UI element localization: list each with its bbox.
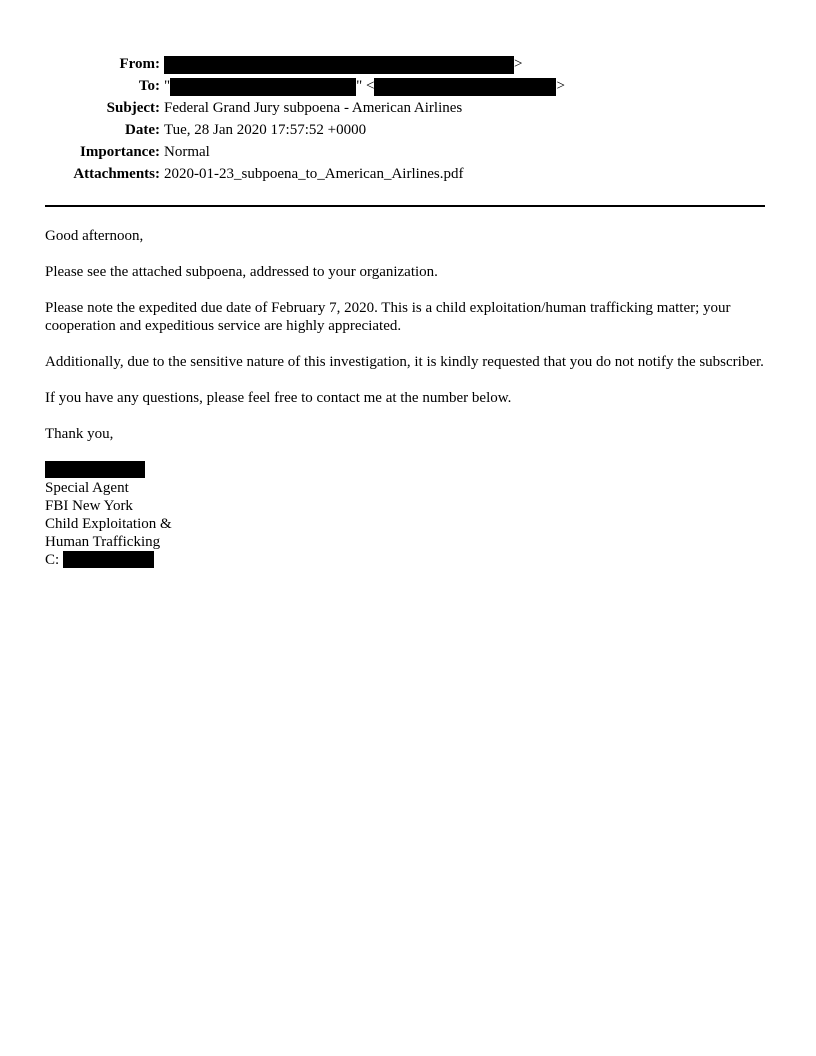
to-row — [0, 75, 816, 97]
subject-row — [0, 97, 816, 119]
attachments-row — [0, 163, 816, 185]
signature-unit-line: Human Trafficking — [45, 534, 161, 550]
importance-row — [0, 141, 816, 163]
email-headers — [0, 53, 816, 185]
importance-label: Importance: — [80, 144, 160, 160]
body-paragraph: Please see the attached subpoena, addressed to your organization. — [45, 264, 438, 280]
to-suffix: > — [556, 78, 565, 94]
from-suffix: > — [514, 56, 523, 72]
header-divider — [45, 205, 765, 207]
redaction-box — [63, 551, 154, 568]
redaction-box — [170, 78, 356, 96]
from-row — [0, 53, 816, 75]
signature-title: Special Agent — [45, 480, 129, 496]
to-open-quote: " — [164, 78, 171, 94]
date-value: Tue, 28 Jan 2020 17:57:52 +0000 — [164, 122, 367, 138]
attachment-link[interactable]: 2020-01-23_subpoena_to_American_Airlines.pdf — [164, 166, 464, 182]
signature-block — [45, 461, 765, 569]
attachments-label: Attachments: — [73, 166, 160, 182]
closing: Thank you, — [45, 426, 114, 442]
signature-unit-line: Child Exploitation & — [45, 516, 172, 532]
signature-office: FBI New York — [45, 498, 133, 514]
body-paragraph: If you have any questions, please feel free to contact me at the number below. — [45, 390, 512, 406]
email-body — [45, 227, 765, 569]
redaction-box — [374, 78, 556, 96]
to-label: To: — [138, 78, 160, 94]
body-paragraph: Additionally, due to the sensitive nature of this investigation, it is kindly requested that you do not notify the subscriber. — [45, 354, 764, 370]
subject-value: Federal Grand Jury subpoena - American Airlines — [164, 100, 463, 116]
redaction-box — [164, 56, 514, 74]
to-mid: " < — [356, 78, 375, 94]
to-value — [164, 75, 565, 97]
date-row — [0, 119, 816, 141]
signature-phone-row — [45, 551, 765, 569]
phone-label: C: — [45, 552, 60, 568]
redaction-box — [45, 461, 145, 478]
from-label: From: — [119, 56, 160, 72]
importance-value: Normal — [164, 144, 210, 160]
from-value — [164, 53, 522, 75]
greeting: Good afternoon, — [45, 228, 144, 244]
signature-name-row — [45, 461, 765, 479]
subject-label: Subject: — [106, 100, 160, 116]
body-paragraph: Please note the expedited due date of February 7, 2020. This is a child exploitation/human trafficking matter; your cooperation and expeditious service are highly appreciated. — [45, 300, 731, 334]
date-label: Date: — [125, 122, 160, 138]
